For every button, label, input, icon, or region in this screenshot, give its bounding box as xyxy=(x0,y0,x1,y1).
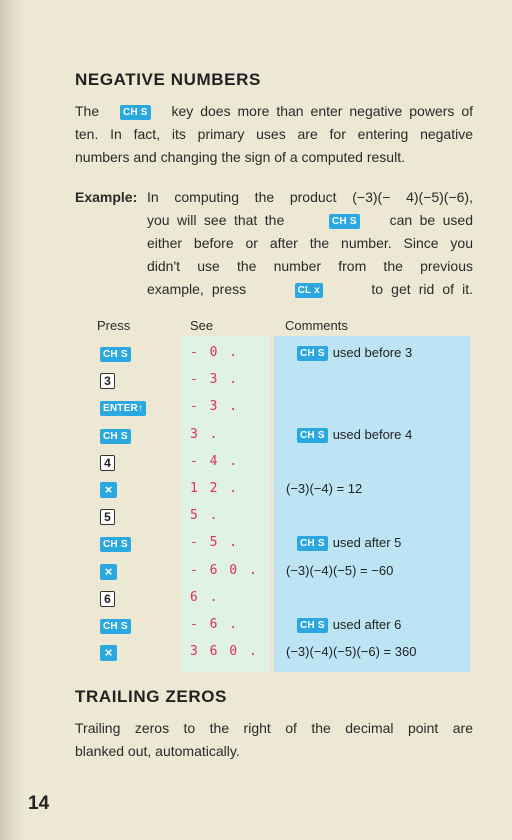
table-row xyxy=(0,422,512,449)
intro-paragraph xyxy=(75,100,473,169)
table-row xyxy=(0,394,512,421)
comment-cell xyxy=(286,427,412,443)
display-readout: 3 . xyxy=(190,426,220,442)
display-readout: 6 . xyxy=(190,589,220,605)
comment-text: (−3)(−4) = 12 xyxy=(286,481,363,496)
comment-text: used after 5 xyxy=(332,535,402,551)
comment-text: used before 4 xyxy=(332,426,413,442)
table-row xyxy=(0,367,512,394)
example-line-2: you will see that the CH S can be used xyxy=(147,212,473,228)
table-row xyxy=(0,530,512,557)
chs-key: CH S xyxy=(297,536,328,551)
comment-text: used after 6 xyxy=(332,617,402,632)
chs-key: CH S xyxy=(297,346,328,361)
multiply-key: × xyxy=(100,482,117,498)
table-row xyxy=(0,476,512,503)
display-readout: - 0 . xyxy=(190,345,240,360)
trailing-line-1: Trailing zeros to the right of the decimal point are xyxy=(75,720,473,736)
display-readout: - 6 . xyxy=(190,617,240,632)
comment-cell xyxy=(286,563,393,578)
example-line-4: didn't use the number from the previous xyxy=(147,258,473,274)
digit-key: 3 xyxy=(100,373,115,389)
multiply-key: × xyxy=(100,564,117,580)
trailing-line-2: blanked out, automatically. xyxy=(75,743,240,759)
press-cell xyxy=(100,454,115,472)
chs-key: CH S xyxy=(100,619,131,634)
chs-key: CH S xyxy=(329,214,360,229)
display-readout: - 3 . xyxy=(190,372,240,388)
chs-key: CH S xyxy=(100,347,131,362)
example-line-3: either before or after the number. Since you xyxy=(147,235,473,251)
multiply-key: × xyxy=(100,645,117,661)
press-cell xyxy=(100,427,131,445)
page-number: 14 xyxy=(28,793,50,814)
chs-key: CH S xyxy=(100,537,131,552)
intro-line-3: numbers and changing the sign of a computed result. xyxy=(75,149,405,165)
digit-key: 5 xyxy=(100,509,115,525)
column-header-comments: Comments xyxy=(285,318,348,333)
intro-line-2: ten. In fact, its primary uses are for entering negative xyxy=(75,126,473,142)
comment-text: (−3)(−4)(−5) = −60 xyxy=(286,562,394,578)
display-readout: - 4 . xyxy=(190,453,240,469)
display-readout: 1 2 . xyxy=(190,481,240,496)
table-row xyxy=(0,585,512,612)
table-row xyxy=(0,612,512,639)
comment-cell xyxy=(286,481,362,496)
press-cell xyxy=(100,590,115,608)
column-header-press: Press xyxy=(97,318,131,333)
example-label: Example: xyxy=(75,189,138,205)
chs-key: CH S xyxy=(297,428,328,443)
comment-text: used before 3 xyxy=(332,345,413,360)
digit-key: 4 xyxy=(100,455,115,471)
table-row xyxy=(0,558,512,585)
press-cell xyxy=(100,563,117,581)
press-cell xyxy=(100,345,131,363)
enter-key: ENTER↑ xyxy=(100,401,146,416)
table-row xyxy=(0,449,512,476)
press-cell xyxy=(100,644,117,662)
press-cell xyxy=(100,372,115,390)
chs-key: CH S xyxy=(100,429,131,444)
digit-key: 6 xyxy=(100,591,115,607)
column-header-see: See xyxy=(190,318,214,333)
example-line-5: example, press CL x to get rid of it. xyxy=(147,281,474,297)
section-title-trailing-zeros: TRAILING ZEROS xyxy=(75,687,227,706)
table-row xyxy=(0,639,512,666)
clx-key: CL x xyxy=(295,283,323,298)
comment-cell xyxy=(286,535,401,551)
display-readout: 3 6 0 . xyxy=(190,644,259,660)
comment-cell xyxy=(286,644,416,659)
display-readout: - 6 0 . xyxy=(190,562,259,578)
comment-text: (−3)(−4)(−5)(−6) = 360 xyxy=(286,644,417,660)
display-readout: - 3 . xyxy=(190,399,240,415)
press-cell xyxy=(100,399,146,417)
press-cell xyxy=(100,508,115,526)
comment-cell xyxy=(286,617,401,633)
trailing-zeros-paragraph xyxy=(75,717,473,763)
press-cell xyxy=(100,617,131,635)
table-row xyxy=(0,340,512,367)
comment-cell xyxy=(286,345,412,361)
chs-key: CH S xyxy=(297,618,328,633)
section-title-negative-numbers: NEGATIVE NUMBERS xyxy=(75,70,261,89)
example-line-1: In computing the product (−3)(− 4)(−5)(−6), xyxy=(147,189,473,205)
example-paragraph xyxy=(147,186,473,301)
chs-key: CH S xyxy=(120,105,151,120)
display-readout: 5 . xyxy=(190,508,220,524)
press-cell xyxy=(100,535,131,553)
table-row xyxy=(0,503,512,530)
press-cell xyxy=(100,481,117,499)
intro-line-1: The CH S key does more than enter negative powers of xyxy=(75,103,474,119)
display-readout: - 5 . xyxy=(190,535,240,551)
